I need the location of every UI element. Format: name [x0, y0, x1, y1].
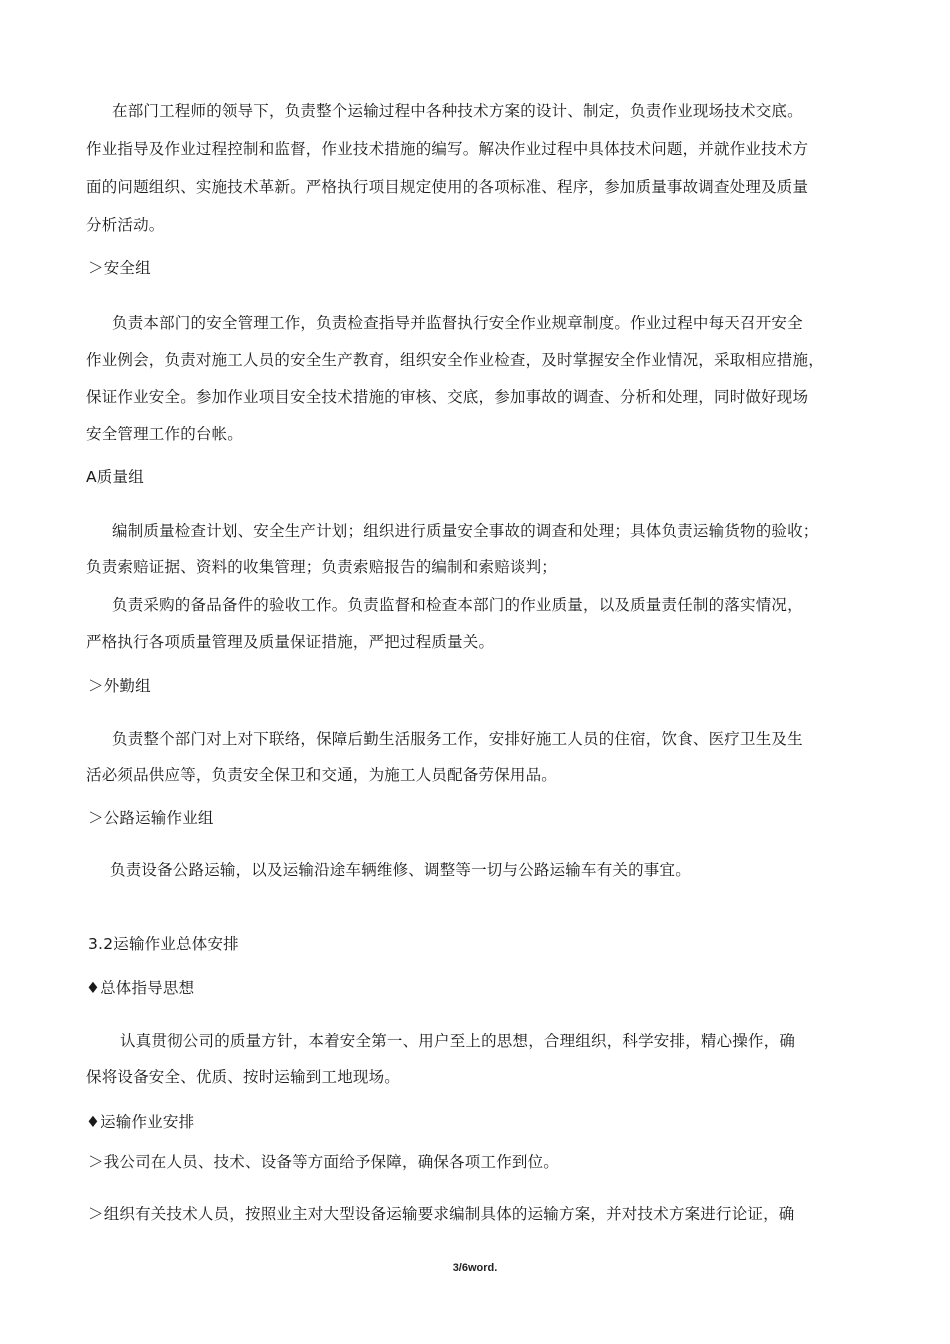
- paragraph-line: 负责整个部门对上对下联络，保障后勤生活服务工作，安排好施工人员的住宿，饮食、医疗卫生及生: [112, 730, 803, 748]
- list-item: ＞组织有关技术人员，按照业主对大型设备运输要求编制具体的运输方案，并对技术方案进行论证，确: [88, 1205, 795, 1223]
- paragraph-line: 负责采购的备品备件的验收工作。负责监督和检查本部门的作业质量，以及质量责任制的落实情况，: [112, 596, 803, 614]
- paragraph-line: 分析活动。: [86, 216, 165, 234]
- heading-quality-group: A质量组: [86, 468, 144, 486]
- paragraph-line: 严格执行各项质量管理及质量保证措施，严把过程质量关。: [86, 633, 495, 651]
- heading-transport-arrangement: ♦运输作业安排: [86, 1113, 195, 1131]
- list-item: ＞我公司在人员、技术、设备等方面给予保障，确保各项工作到位。: [88, 1153, 560, 1171]
- paragraph-line: 面的问题组织、实施技术革新。严格执行项目规定使用的各项标准、程序，参加质量事故调查处理及质量: [86, 178, 809, 196]
- paragraph-line: 活必须品供应等，负责安全保卫和交通，为施工人员配备劳保用品。: [86, 766, 558, 784]
- paragraph-line: 保证作业安全。参加作业项目安全技术措施的审核、交底，参加事故的调查、分析和处理，同时做好现场: [86, 388, 809, 406]
- paragraph-line: 负责本部门的安全管理工作，负责检查指导并监督执行安全作业规章制度。作业过程中每天召开安全: [112, 314, 803, 332]
- paragraph-line: 安全管理工作的台帐。: [86, 425, 244, 443]
- paragraph-line: 编制质量检查计划、安全生产计划；组织进行质量安全事故的调查和处理；具体负责运输货物的验收；: [112, 522, 819, 540]
- section-title: 3.2运输作业总体安排: [88, 935, 239, 953]
- heading-guiding-principle: ♦总体指导思想: [86, 979, 195, 997]
- page-footer: 3/6word.: [452, 1262, 498, 1274]
- heading-road-transport-group: ＞公路运输作业组: [88, 809, 214, 827]
- paragraph-line: 作业指导及作业过程控制和监督，作业技术措施的编写。解决作业过程中具体技术问题，并就作业技术方: [86, 140, 809, 158]
- paragraph-line: 认真贯彻公司的质量方针，本着安全第一、用户至上的思想，合理组织，科学安排，精心操作，确: [120, 1032, 796, 1050]
- heading-safety-group: ＞安全组: [88, 259, 151, 277]
- heading-logistics-group: ＞外勤组: [88, 677, 151, 695]
- paragraph-line: 作业例会，负责对施工人员的安全生产教育，组织安全作业检查，及时掌握安全作业情况，采取相应措施，: [86, 351, 824, 369]
- paragraph-line: 负责索赔证据、资料的收集管理；负责索赔报告的编制和索赔谈判；: [86, 558, 558, 576]
- paragraph-line: 在部门工程师的领导下，负责整个运输过程中各种技术方案的设计、制定，负责作业现场技术交底。: [112, 102, 803, 120]
- paragraph-line: 保将设备安全、优质、按时运输到工地现场。: [86, 1068, 401, 1086]
- paragraph-line: 负责设备公路运输，以及运输沿途车辆维修、调整等一切与公路运输车有关的事宜。: [110, 861, 691, 879]
